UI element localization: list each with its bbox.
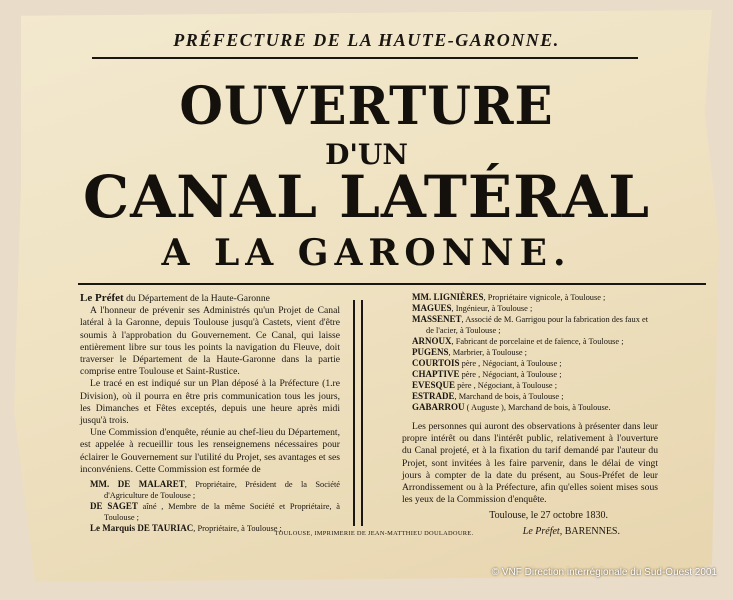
member-name: GABARROU [412, 402, 465, 412]
member-entry [402, 303, 658, 314]
printer-imprint: TOULOUSE, IMPRIMERIE DE JEAN-MATTHIEU DOULADOURE. [274, 530, 474, 537]
member-desc: , Associé de M. Garrigou pour la fabrication des faux et de l'acier, à Toulouse ; [426, 315, 649, 335]
member-desc: père , Négociant, à Toulouse ; [459, 370, 562, 379]
member-name: ESTRADE [412, 391, 455, 401]
headline-canal-lateral: CANAL LATÉRAL [82, 163, 651, 231]
member-entry [402, 402, 658, 413]
member-name: COURTOIS [412, 358, 460, 368]
member-name: DE SAGET [90, 501, 138, 512]
paragraph-2: Le tracé en est indiqué sur un Plan déposé à la Préfecture (1.re Division), où il pourra en être pris communication tous les jours, les Dimanches et Fêtes exceptés, depuis une heure après midi jusqu'à trois. [80, 378, 340, 427]
member-entry [80, 479, 340, 501]
member-entry [402, 380, 658, 391]
column-divider [353, 300, 363, 526]
member-name: MAGUES [412, 303, 452, 313]
member-name: PUGENS [412, 347, 449, 357]
signature-title: Le Préfet, [522, 525, 563, 537]
member-desc: , Propriétaire, Président de la Société d'Agriculture de Toulouse ; [104, 480, 340, 500]
commission-members-right [402, 292, 658, 413]
member-entry [402, 391, 658, 402]
intro-rest: du Département de la Haute-Garonne [123, 293, 270, 304]
paragraph-1: A l'honneur de prévenir ses Administrés qu'un Projet de Canal latéral à la Garonne, depuis Toulouse jusqu'à Castets, vient d'être soumis à l'approbation du Gouvernement. Ce Canal, qui laisse entièrement libre sur tous les points la navigation du Fleuve, doit traverser le Département de la Haute-Garonne dans la partie comprise entre Toulouse et Saint-Rustice. [80, 305, 340, 378]
left-column [80, 292, 340, 535]
signature-name: BARENNES. [562, 525, 620, 537]
member-name: MASSENET [412, 314, 462, 324]
notice-date: Toulouse, le 27 octobre 1830. [489, 510, 608, 522]
intro-line [80, 292, 340, 305]
member-name: EVESQUE [412, 380, 456, 390]
right-column [402, 292, 658, 538]
observations-paragraph: Les personnes qui auront des observations à présenter dans leur propre intérêt ou dans l'intérêt public, relativement à l'ouverture du Canal projeté, et à la fixation du tarif demandé par l'auteur du Projet, sont invitées à les faire parvenir, dans le délai de vingt jours à compter de la date du présent, au Sous-Préfet de leur Arrondissement ou à la Préfecture, afin qu'elles soient mises sous les yeux de la Commission d'enquête. [402, 421, 658, 506]
member-desc: , Propriétaire, à Toulouse ; [193, 524, 282, 534]
member-desc: père , Négociant, à Toulouse ; [459, 359, 562, 368]
member-name: CHAPTIVE [412, 369, 460, 379]
member-desc: père , Négociant, à Toulouse ; [455, 381, 558, 390]
member-name: MM. DE MALARET [90, 479, 185, 490]
intro-prefix: Le Préfet [80, 292, 124, 304]
member-desc: , Propriétaire vignicole, à Toulouse ; [483, 293, 606, 302]
member-entry [402, 358, 658, 369]
member-desc: ( Auguste ), Marchand de bois, à Toulouse. [464, 403, 611, 412]
headline-a-la-garonne: A LA GARONNE. [161, 232, 572, 274]
top-rule [92, 57, 638, 59]
member-entry [402, 347, 658, 358]
prefecture-header: PRÉFECTURE DE LA HAUTE-GARONNE. [173, 30, 560, 50]
middle-rule [78, 283, 706, 285]
member-desc: , Marbrier, à Toulouse ; [448, 348, 527, 357]
member-entry [80, 501, 340, 523]
member-desc: , Ingénieur, à Toulouse ; [451, 304, 533, 313]
member-desc: aîné , Membre de la même Société et Propriétaire, à Toulouse ; [104, 502, 341, 522]
member-name: Le Marquis DE TAURIAC [90, 523, 194, 534]
commission-members-left [80, 479, 340, 535]
member-desc: , Fabricant de porcelaine et de faïence, à Toulouse ; [451, 337, 624, 346]
headline-ouverture: OUVERTURE [179, 74, 554, 137]
member-entry [402, 292, 658, 303]
member-entry [402, 336, 658, 347]
member-name: ARNOUX [412, 336, 452, 346]
member-entry [402, 314, 658, 336]
member-name: MM. LIGNIÈRES [412, 292, 484, 302]
member-entry [402, 369, 658, 380]
member-desc: , Marchand de bois, à Toulouse ; [454, 392, 564, 401]
paragraph-3: Une Commission d'enquête, réunie au chef-lieu du Département, est appelée à recueillir tous les renseignemens nécessaires pour éclairer le Gouvernement sur l'utilité du Projet, ses avantages et ses inconvéniens. Cette Commission est formée de [80, 427, 340, 475]
copyright-notice: © VNF Direction interrégionale du Sud-Ouest 2001 [491, 567, 717, 578]
headline-dun: D'UN [325, 138, 408, 171]
